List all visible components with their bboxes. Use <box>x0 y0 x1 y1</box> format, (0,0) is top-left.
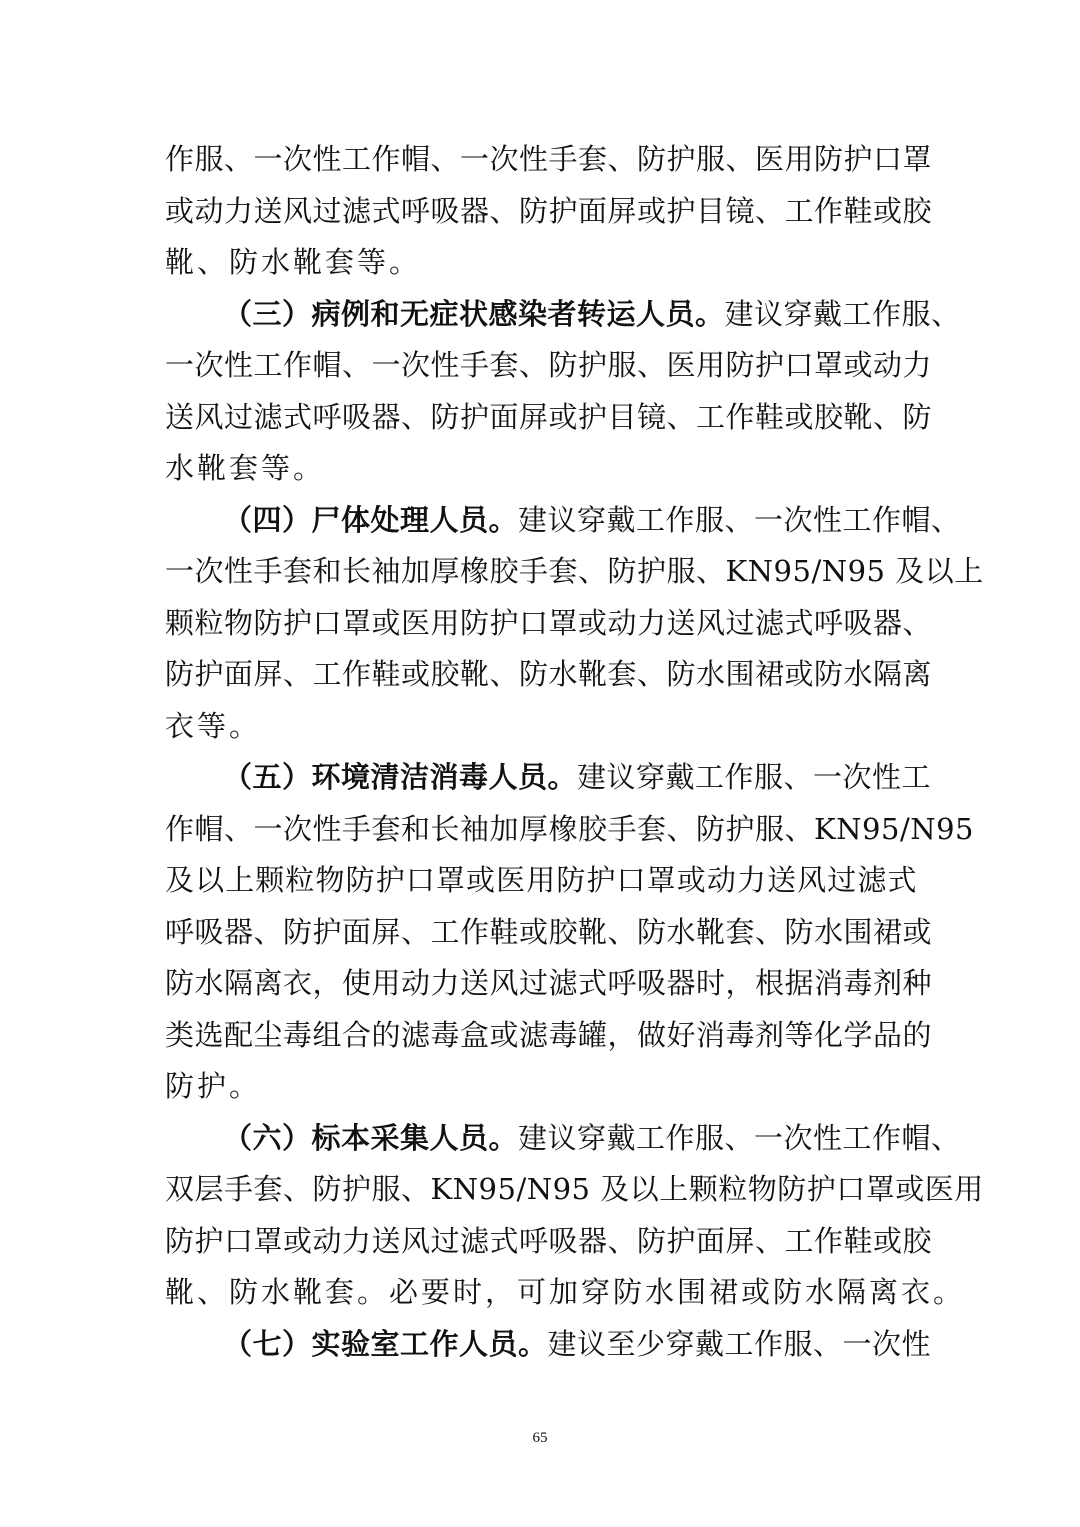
text-line: 一次性工作帽、一次性手套、防护服、医用防护口罩或动力 <box>165 348 933 382</box>
text-line: 类选配尘毒组合的滤毒盒或滤毒罐，做好消毒剂等化学品的 <box>165 1017 933 1052</box>
text-line: 靴、防水靴套等。 <box>165 245 422 279</box>
text-line: 水靴套等。 <box>165 451 326 485</box>
text-line: 作帽、一次性手套和长袖加厚橡胶手套、防护服、KN95/N95 <box>165 811 974 846</box>
section-heading-line: （四）尸体处理人员。建议穿戴工作服、一次性工作帽、 <box>223 502 961 537</box>
text-line: 或动力送风过滤式呼吸器、防护面屏或护目镜、工作鞋或胶 <box>165 193 933 228</box>
section-heading-6: （六）标本采集人员。 <box>223 1120 519 1155</box>
section-heading-line: （七）实验室工作人员。建议至少穿戴工作服、一次性 <box>223 1326 932 1361</box>
text-line: 防护口罩或动力送风过滤式呼吸器、防护面屏、工作鞋或胶 <box>165 1223 933 1258</box>
section-heading-5: （五）环境清洁消毒人员。 <box>223 760 578 794</box>
text-line: 靴、防水靴套。必要时，可加穿防水围裙或防水隔离衣。 <box>165 1275 966 1309</box>
text-line: 防水隔离衣，使用动力送风过滤式呼吸器时，根据消毒剂种 <box>165 966 933 1000</box>
text-line: 一次性手套和长袖加厚橡胶手套、防护服、KN95/N95 及以上 <box>165 554 984 588</box>
section-heading-3: （三）病例和无症状感染者转运人员。 <box>223 296 725 331</box>
section-heading-7: （七）实验室工作人员。 <box>223 1326 548 1361</box>
text-line: 颗粒物防护口罩或医用防护口罩或动力送风过滤式呼吸器、 <box>165 605 933 640</box>
page-number: 65 <box>532 1430 548 1446</box>
text-line: 衣等。 <box>165 708 262 743</box>
section-heading-line: （六）标本采集人员。建议穿戴工作服、一次性工作帽、 <box>223 1120 961 1155</box>
section-heading-line: （三）病例和无症状感染者转运人员。建议穿戴工作服、 <box>223 296 961 331</box>
body-text <box>165 134 984 1370</box>
text-line: 防护面屏、工作鞋或胶靴、防水靴套、防水围裙或防水隔离 <box>165 657 933 691</box>
text-line: 呼吸器、防护面屏、工作鞋或胶靴、防水靴套、防水围裙或 <box>165 914 933 949</box>
section-heading-4: （四）尸体处理人员。 <box>223 502 519 537</box>
text-line: 作服、一次性工作帽、一次性手套、防护服、医用防护口罩 <box>165 142 933 176</box>
section-heading-line: （五）环境清洁消毒人员。建议穿戴工作服、一次性工 <box>223 760 932 794</box>
text-line: 送风过滤式呼吸器、防护面屏或护目镜、工作鞋或胶靴、防 <box>165 399 933 434</box>
text-line: 及以上颗粒物防护口罩或医用防护口罩或动力送风过滤式 <box>165 863 917 897</box>
text-line: 防护。 <box>165 1069 262 1103</box>
text-line: 双层手套、防护服、KN95/N95 及以上颗粒物防护口罩或医用 <box>165 1172 984 1206</box>
